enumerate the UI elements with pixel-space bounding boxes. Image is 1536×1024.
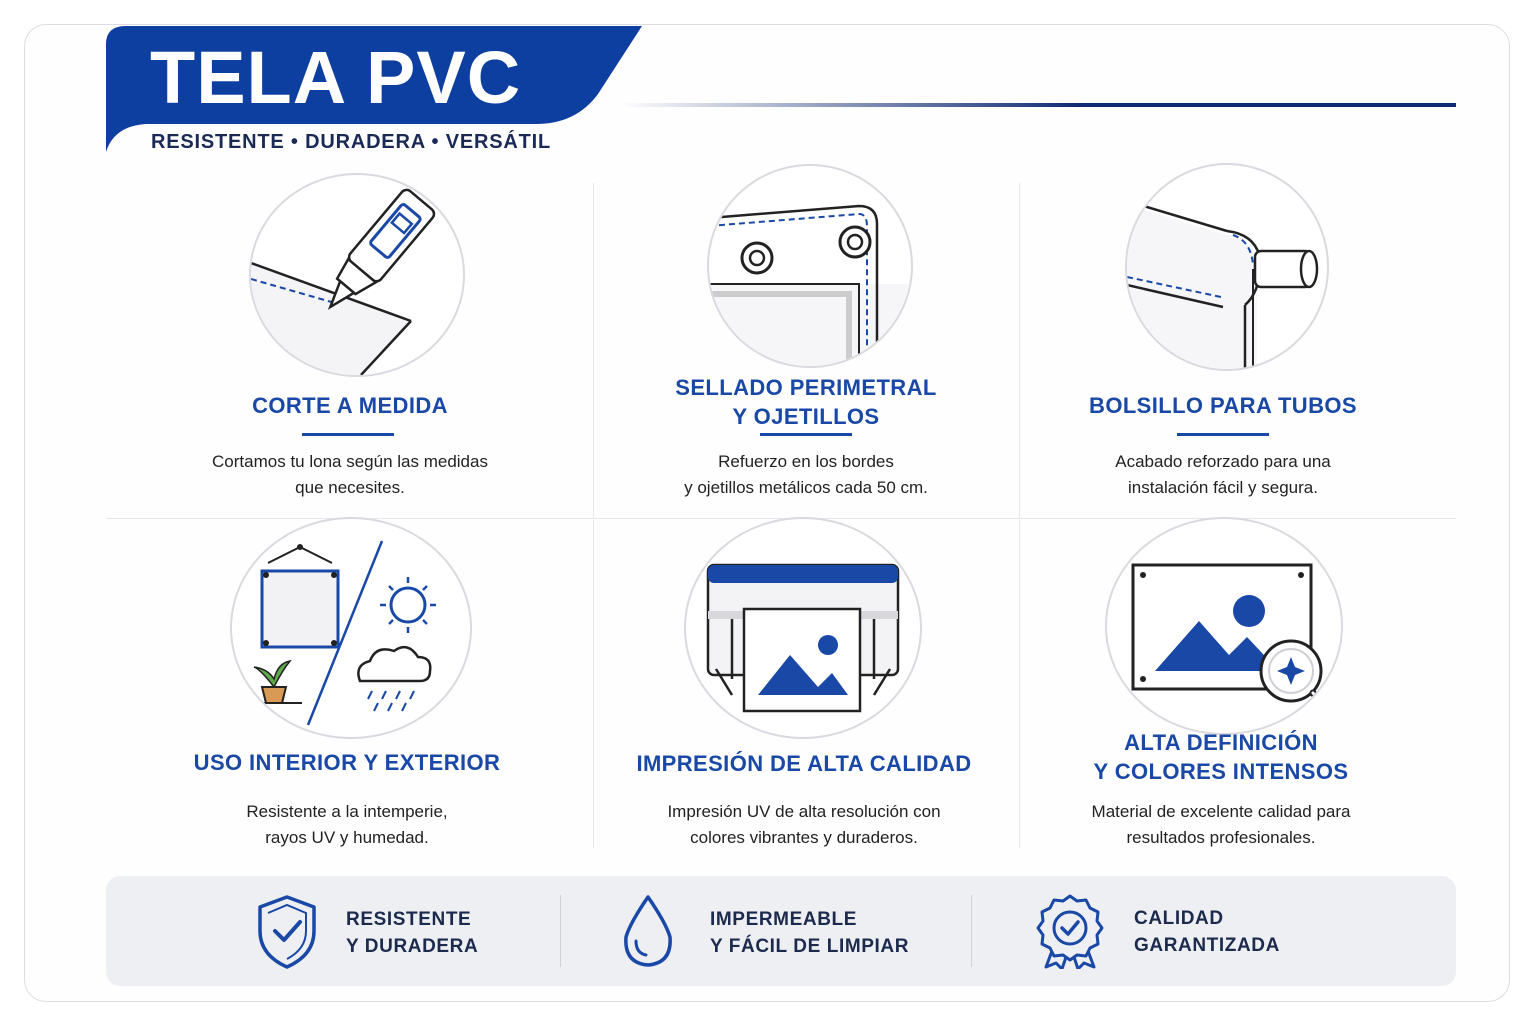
title-divider-line [620,103,1456,107]
feature-title: BOLSILLO PARA TUBOS [1089,393,1357,418]
printer-icon [684,517,922,739]
page-subtitle: RESISTENTE • DURADERA • VERSÁTIL [151,131,552,153]
grid-divider [593,183,594,518]
feature-description: Refuerzo en los bordes y ojetillos metálicos cada 50 cm. [684,452,928,497]
quality-badge-icon [1036,893,1104,969]
feature-title: CORTE A MEDIDA [252,393,448,418]
benefit-label: RESISTENTE Y DURADERA [346,909,479,957]
indoor-outdoor-icon [230,517,472,739]
benefits-divider [971,895,972,967]
grommet-edge-icon [707,164,913,368]
feature-title: ALTA DEFINICIÓN Y COLORES INTENSOS [1093,730,1349,784]
feature-underline [302,433,394,436]
feature-description: Cortamos tu lona según las medidas que necesites. [212,452,488,497]
feature-title: SELLADO PERIMETRAL Y OJETILLOS [675,375,937,429]
benefits-divider [560,895,561,967]
page-title: TELA PVC [150,36,522,119]
feature-description: Acabado reforzado para una instalación fácil y segura. [1115,452,1331,497]
feature-title: IMPRESIÓN DE ALTA CALIDAD [636,751,972,776]
feature-underline [760,433,852,436]
box-cutter-icon [249,173,465,377]
feature-description: Material de excelente calidad para resultados profesionales. [1091,802,1351,847]
shield-check-icon [254,893,320,971]
hd-image-icon [1105,517,1343,735]
tube-pocket-icon [1125,163,1329,371]
feature-description: Impresión UV de alta resolución con colores vibrantes y duraderos. [667,802,941,847]
feature-title: USO INTERIOR Y EXTERIOR [193,750,501,775]
feature-description: Resistente a la intemperie, rayos UV y humedad. [246,802,448,847]
feature-underline [1177,433,1269,436]
benefit-label: CALIDAD GARANTIZADA [1134,908,1280,956]
water-drop-icon [620,893,676,969]
benefit-label: IMPERMEABLE Y FÁCIL DE LIMPIAR [710,909,910,957]
